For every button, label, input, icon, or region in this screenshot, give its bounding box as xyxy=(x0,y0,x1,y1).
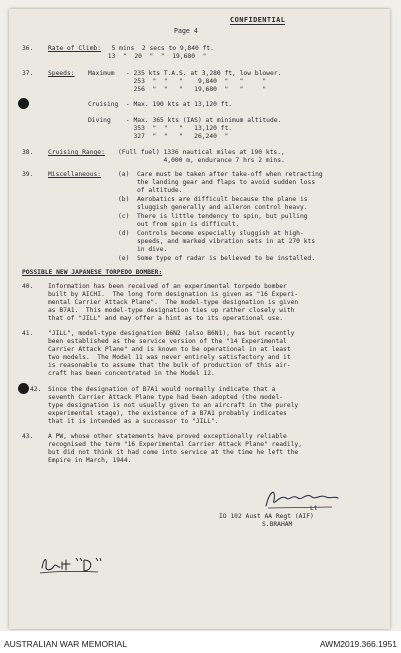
item-number-38: 38. xyxy=(22,149,34,156)
item-number-41: 41. xyxy=(22,330,34,337)
item-line: Information has been received of an experimental torpedo bomber xyxy=(48,283,287,290)
item-line: 256 " " " 19,680 " " " xyxy=(88,86,267,93)
handwritten-signature xyxy=(262,486,342,512)
item-line: Empire in March, 1944. xyxy=(48,457,132,464)
item-number-39: 39. xyxy=(22,171,34,178)
item-line: (c) There is little tendency to spin, but pulling xyxy=(118,213,308,220)
item-line: but did not think it had come into service at the time he left the xyxy=(48,449,299,456)
item-line: been established as the service version of the "14 Experimental xyxy=(48,338,287,345)
item-line: 253 " " " 9,840 " " " xyxy=(88,78,267,85)
item-line: Cruising - Max. 190 kts at 13,120 ft. xyxy=(88,101,233,108)
item-line: 4,000 m, endurance 7 hrs 2 mins. xyxy=(118,157,285,164)
item-line: of altitude. xyxy=(118,187,183,194)
item-number-37: 37. xyxy=(22,70,34,77)
item-line: 13 " 20 " " 19,680 " xyxy=(104,53,207,60)
item-number-42: 42. xyxy=(30,386,42,393)
item-line: craft has been concentrated in the Model 12. xyxy=(48,370,215,377)
item-line: (a) Care must be taken after take-off when retracting xyxy=(118,171,323,178)
item-line: that of "JILL" and may offer a hint as to its operational use. xyxy=(48,315,284,322)
section-heading: POSSIBLE NEW JAPANESE TORPEDO BOMBER: xyxy=(22,269,163,276)
item-line: seventh Carrier Attack Plane type had been adopted (the model- xyxy=(48,394,284,401)
item-line: sluggish generally and aileron control heavy. xyxy=(118,204,308,211)
footer-accession-number: AWM2019.366.1951 xyxy=(319,639,397,649)
item-line: that it is intended as a successor to "JILL". xyxy=(48,418,219,425)
footer-source: AUSTRALIAN WAR MEMORIAL xyxy=(4,639,127,649)
item-line: (e) Some type of radar is believed to be installed. xyxy=(118,255,316,262)
item-line: 5 mins 2 secs to 9,840 ft. xyxy=(104,45,214,52)
item-line: out from spin is difficult. xyxy=(118,221,240,228)
item-line: "JILL", model-type designation B6N2 (also B6N1), has but recently xyxy=(48,330,295,337)
signature-rank: Lt xyxy=(310,505,318,512)
item-line: (d) Controls become especially sluggish at high- xyxy=(118,230,304,237)
item-line: 327 " " " 26,240 " xyxy=(88,133,229,140)
item-line: Carrier Attack Plane" and is known to be operational in at least xyxy=(48,346,291,353)
item-label-37: Speeds: xyxy=(48,70,75,77)
item-label-38: Cruising Range: xyxy=(48,149,105,156)
item-line: type designation is not usually given to an aircraft in the purely xyxy=(48,402,299,409)
item-line: built by AICHI. The long form designation is given as "16 Experi- xyxy=(48,291,299,298)
page-number: Page 4 xyxy=(174,27,198,35)
item-number-43: 43. xyxy=(22,433,34,440)
punch-hole-top xyxy=(18,98,29,109)
item-line: (b) Aerobatics are difficult because the plane is xyxy=(118,196,308,203)
item-line: mental Carrier Attack Plane". The model-type designation is given xyxy=(48,299,299,306)
item-line: as B7A1. This model-type designation ties up rather closely with xyxy=(48,307,295,314)
item-line: (Full fuel) 1336 nautical miles at 190 kts., xyxy=(118,149,285,156)
signature-name: S.BRAHAM xyxy=(262,521,293,528)
item-line: is reasonable to assume that the bulk of production of this air- xyxy=(48,362,291,369)
item-label-36: Rate of Climb: xyxy=(48,45,102,52)
item-line: 353 " " " 13,120 ft. xyxy=(88,125,233,132)
item-number-36: 36. xyxy=(22,45,34,52)
handwritten-note xyxy=(38,552,102,576)
signature-unit: IO 102 Aust AA Regt (AIF) xyxy=(219,513,314,520)
item-line: recognised the term "16 Experimental Carrier Attack Plane" readily, xyxy=(48,441,303,448)
item-number-40: 40. xyxy=(22,283,34,290)
item-line: in dive. xyxy=(118,246,168,253)
archive-footer xyxy=(0,631,401,653)
item-line: experimental stage), the existence of a B7A1 probably indicates xyxy=(48,410,287,417)
item-line: speeds, and marked vibration sets in at 270 kts xyxy=(118,238,316,245)
item-line: Diving - Max. 365 kts (IAS) at minimum altitude. xyxy=(88,117,282,124)
item-label-39: Miscellaneous: xyxy=(48,171,102,178)
confidential-stamp: CONFIDENTIAL xyxy=(230,16,286,24)
item-line: A PW, whose other statements have proved exceptionally reliable xyxy=(48,433,287,440)
punch-hole-bottom xyxy=(18,383,29,394)
item-line: Maximum - 235 kts T.A.S. at 3,280 ft, low blower. xyxy=(88,70,282,77)
item-line: the landing gear and flaps to avoid sudden loss xyxy=(118,179,316,186)
item-line: two models. The Model 11 was never entirely satisfactory and it xyxy=(48,354,291,361)
item-line: Since the designation of B7A1 would normally indicate that a xyxy=(48,386,276,393)
